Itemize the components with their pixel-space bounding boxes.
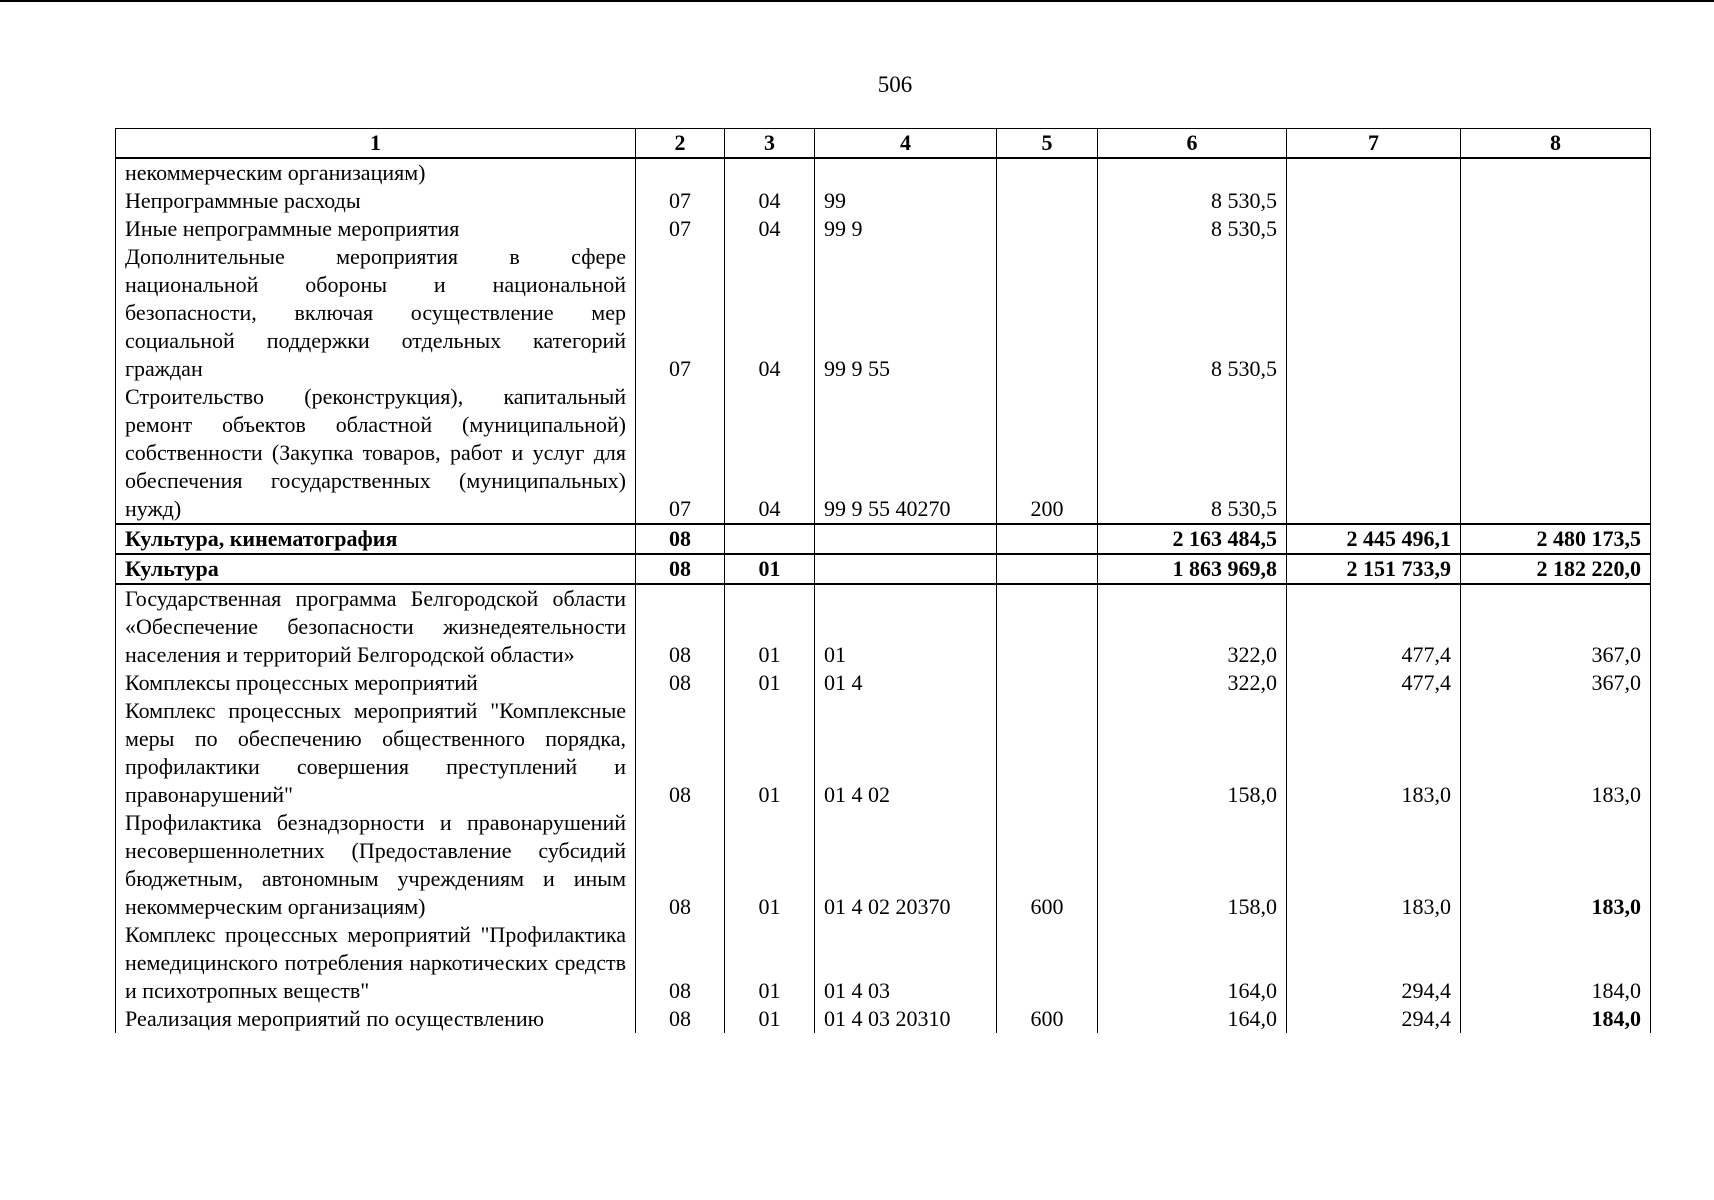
amount-col-7: 183,0 (1287, 697, 1461, 809)
amount-col-6: 8 530,5 (1098, 383, 1287, 524)
amount-col-8: 184,0 (1461, 921, 1651, 1005)
section-code: 08 (636, 524, 725, 554)
expense-type-code (997, 524, 1098, 554)
amount-col-7: 2 445 496,1 (1287, 524, 1461, 554)
section-code (636, 158, 725, 187)
amount-col-7: 477,4 (1287, 584, 1461, 669)
subsection-code: 01 (725, 1005, 815, 1033)
row-name: Профилактика безнадзорности и правонарушений несовершеннолетних (Предоставление субсидий бюджетным, автономным учреждениям и иным некоммерческим организациям) (116, 809, 636, 921)
amount-col-6: 164,0 (1098, 921, 1287, 1005)
table-body (116, 129, 1651, 1034)
amount-col-7 (1287, 383, 1461, 524)
target-article-code: 99 9 (815, 215, 997, 243)
amount-col-8: 184,0 (1461, 1005, 1651, 1033)
amount-col-7: 477,4 (1287, 669, 1461, 697)
amount-col-8 (1461, 215, 1651, 243)
column-header: 3 (725, 129, 815, 159)
section-code: 08 (636, 584, 725, 669)
subsection-code: 04 (725, 383, 815, 524)
amount-col-6: 322,0 (1098, 669, 1287, 697)
table-row (116, 584, 1651, 669)
amount-col-6: 158,0 (1098, 809, 1287, 921)
amount-col-7 (1287, 215, 1461, 243)
amount-col-8: 2 480 173,5 (1461, 524, 1651, 554)
target-article-code: 99 (815, 187, 997, 215)
budget-table (115, 128, 1651, 1033)
row-name: Культура (116, 554, 636, 584)
column-header: 4 (815, 129, 997, 159)
column-header: 2 (636, 129, 725, 159)
target-article-code: 01 (815, 584, 997, 669)
subsection-code: 01 (725, 809, 815, 921)
target-article-code: 99 9 55 (815, 243, 997, 383)
page-number: 506 (877, 72, 913, 97)
table-row (116, 243, 1651, 383)
expense-type-code: 600 (997, 1005, 1098, 1033)
table-row (116, 1005, 1651, 1033)
target-article-code: 01 4 02 20370 (815, 809, 997, 921)
section-code: 08 (636, 554, 725, 584)
target-article-code: 99 9 55 40270 (815, 383, 997, 524)
amount-col-6: 158,0 (1098, 697, 1287, 809)
expense-type-code (997, 584, 1098, 669)
column-header: 7 (1287, 129, 1461, 159)
table-row (116, 187, 1651, 215)
amount-col-8: 2 182 220,0 (1461, 554, 1651, 584)
amount-col-8: 183,0 (1461, 697, 1651, 809)
section-code: 07 (636, 187, 725, 215)
row-name: Дополнительные мероприятия в сфере национальной обороны и национальной безопасности, включая осуществление мер социальной поддержки отдельных категорий граждан (116, 243, 636, 383)
column-header: 5 (997, 129, 1098, 159)
target-article-code: 01 4 03 (815, 921, 997, 1005)
amount-col-6: 1 863 969,8 (1098, 554, 1287, 584)
amount-col-8: 367,0 (1461, 669, 1651, 697)
amount-col-8 (1461, 383, 1651, 524)
expense-type-code (997, 187, 1098, 215)
row-name: Реализация мероприятий по осуществлению (116, 1005, 636, 1033)
table-row (116, 921, 1651, 1005)
expense-type-code (997, 669, 1098, 697)
expense-type-code: 600 (997, 809, 1098, 921)
amount-col-6 (1098, 158, 1287, 187)
amount-col-7: 2 151 733,9 (1287, 554, 1461, 584)
table-row (116, 697, 1651, 809)
section-code: 07 (636, 383, 725, 524)
expense-type-code (997, 215, 1098, 243)
target-article-code: 01 4 02 (815, 697, 997, 809)
subsection-code: 01 (725, 584, 815, 669)
expense-type-code: 200 (997, 383, 1098, 524)
amount-col-7: 294,4 (1287, 1005, 1461, 1033)
target-article-code (815, 524, 997, 554)
section-code: 08 (636, 921, 725, 1005)
section-code: 08 (636, 669, 725, 697)
expense-type-code (997, 697, 1098, 809)
amount-col-7: 294,4 (1287, 921, 1461, 1005)
row-name: Комплекс процессных мероприятий "Профилактика немедицинского потребления наркотических средств и психотропных веществ" (116, 921, 636, 1005)
row-name: Комплекс процессных мероприятий "Комплексные меры по обеспечению общественного порядка, профилактики совершения преступлений и правонарушений" (116, 697, 636, 809)
table-row (116, 383, 1651, 524)
amount-col-8: 367,0 (1461, 584, 1651, 669)
row-name: Культура, кинематография (116, 524, 636, 554)
amount-col-8 (1461, 243, 1651, 383)
row-name: Иные непрограммные мероприятия (116, 215, 636, 243)
row-name: Государственная программа Белгородской области «Обеспечение безопасности жизнедеятельности населения и территорий Белгородской области» (116, 584, 636, 669)
page-top-border (0, 0, 1714, 2)
section-code: 08 (636, 697, 725, 809)
subsection-code: 04 (725, 243, 815, 383)
table-row (116, 215, 1651, 243)
table-row (116, 809, 1651, 921)
row-name: Строительство (реконструкция), капитальный ремонт объектов областной (муниципальной) собственности (Закупка товаров, работ и услуг для обеспечения государственных (муниципальных) нужд) (116, 383, 636, 524)
target-article-code (815, 554, 997, 584)
subsection-code: 01 (725, 697, 815, 809)
amount-col-6: 8 530,5 (1098, 243, 1287, 383)
amount-col-7 (1287, 243, 1461, 383)
column-header: 1 (116, 129, 636, 159)
subsection-code: 04 (725, 215, 815, 243)
amount-col-6: 164,0 (1098, 1005, 1287, 1033)
section-row (116, 554, 1651, 584)
expense-type-code (997, 554, 1098, 584)
expense-type-code (997, 921, 1098, 1005)
subsection-code (725, 524, 815, 554)
amount-col-6: 322,0 (1098, 584, 1287, 669)
amount-col-6: 2 163 484,5 (1098, 524, 1287, 554)
table-header-row (116, 129, 1651, 159)
row-name: некоммерческим организациям) (116, 158, 636, 187)
amount-col-7 (1287, 158, 1461, 187)
expense-type-code (997, 158, 1098, 187)
subsection-code: 01 (725, 554, 815, 584)
section-code: 08 (636, 1005, 725, 1033)
amount-col-7: 183,0 (1287, 809, 1461, 921)
target-article-code: 01 4 03 20310 (815, 1005, 997, 1033)
amount-col-8 (1461, 158, 1651, 187)
table-row (116, 669, 1651, 697)
target-article-code (815, 158, 997, 187)
section-row (116, 524, 1651, 554)
subsection-code: 01 (725, 921, 815, 1005)
table-row (116, 158, 1651, 187)
subsection-code (725, 158, 815, 187)
target-article-code: 01 4 (815, 669, 997, 697)
section-code: 07 (636, 215, 725, 243)
column-header: 6 (1098, 129, 1287, 159)
section-code: 07 (636, 243, 725, 383)
amount-col-6: 8 530,5 (1098, 187, 1287, 215)
amount-col-7 (1287, 187, 1461, 215)
amount-col-8 (1461, 187, 1651, 215)
row-name: Комплексы процессных мероприятий (116, 669, 636, 697)
expense-type-code (997, 243, 1098, 383)
amount-col-6: 8 530,5 (1098, 215, 1287, 243)
amount-col-8: 183,0 (1461, 809, 1651, 921)
subsection-code: 01 (725, 669, 815, 697)
column-header: 8 (1461, 129, 1651, 159)
section-code: 08 (636, 809, 725, 921)
row-name: Непрограммные расходы (116, 187, 636, 215)
subsection-code: 04 (725, 187, 815, 215)
